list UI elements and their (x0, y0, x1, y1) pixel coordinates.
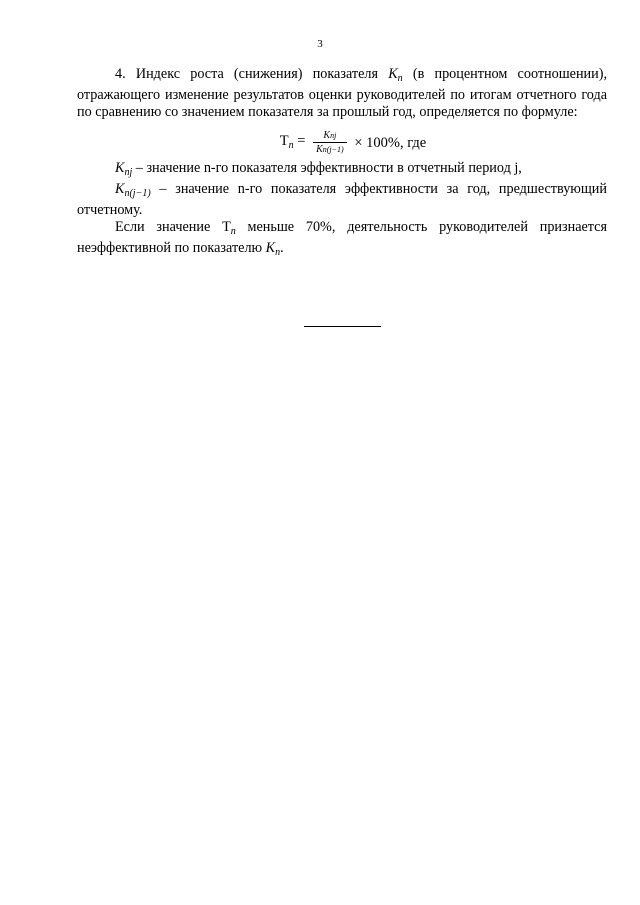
paragraph-ineffective-rule: Если значение $T_n$ меньше 70%, деятельность руководителей признается неэффективной по показателю $K_n$. (77, 219, 607, 259)
formula-lhs: $T_n$ = (279, 132, 306, 151)
end-separator-line (304, 326, 381, 327)
symbol-k-n-end: $K_n$ (265, 240, 281, 259)
page-number: 3 (317, 38, 323, 50)
symbol-k-nj: $K_{nj}$ (115, 159, 133, 178)
paragraph-growth-index (77, 66, 607, 122)
formula-rhs: × 100%, где (354, 135, 427, 152)
paragraph-growth-index-rest: (в процентном соотношении), отражающего изменение результатов оценки руководителей по итогам отчетного года по сравнению со значением показателя за прошлый год, определяется по формуле: (77, 66, 608, 121)
paragraph-growth-index-intro: 4. Индекс роста (снижения) показателя (115, 66, 389, 82)
symbol-t-n: $T_n$ (222, 219, 236, 238)
formula-denominator: Kn(j−1) (316, 144, 344, 156)
formula-fraction (313, 130, 347, 156)
symbol-k-n: $K_n$ (388, 66, 403, 84)
formula-numerator: Knj (313, 130, 347, 143)
definition-k-n-j-minus-1: $K_{n(j-1)}$ – значение n-го показателя эффективности за год, предшествующий отчетному. (77, 180, 607, 219)
growth-index-formula (99, 124, 607, 158)
definition-k-nj: $K_{nj}$ – значение n-го показателя эффективности в отчетный период j, (115, 159, 522, 178)
symbol-k-n-j-minus-1: $K_{n(j-1)}$ (115, 180, 151, 199)
document-body (77, 66, 607, 262)
